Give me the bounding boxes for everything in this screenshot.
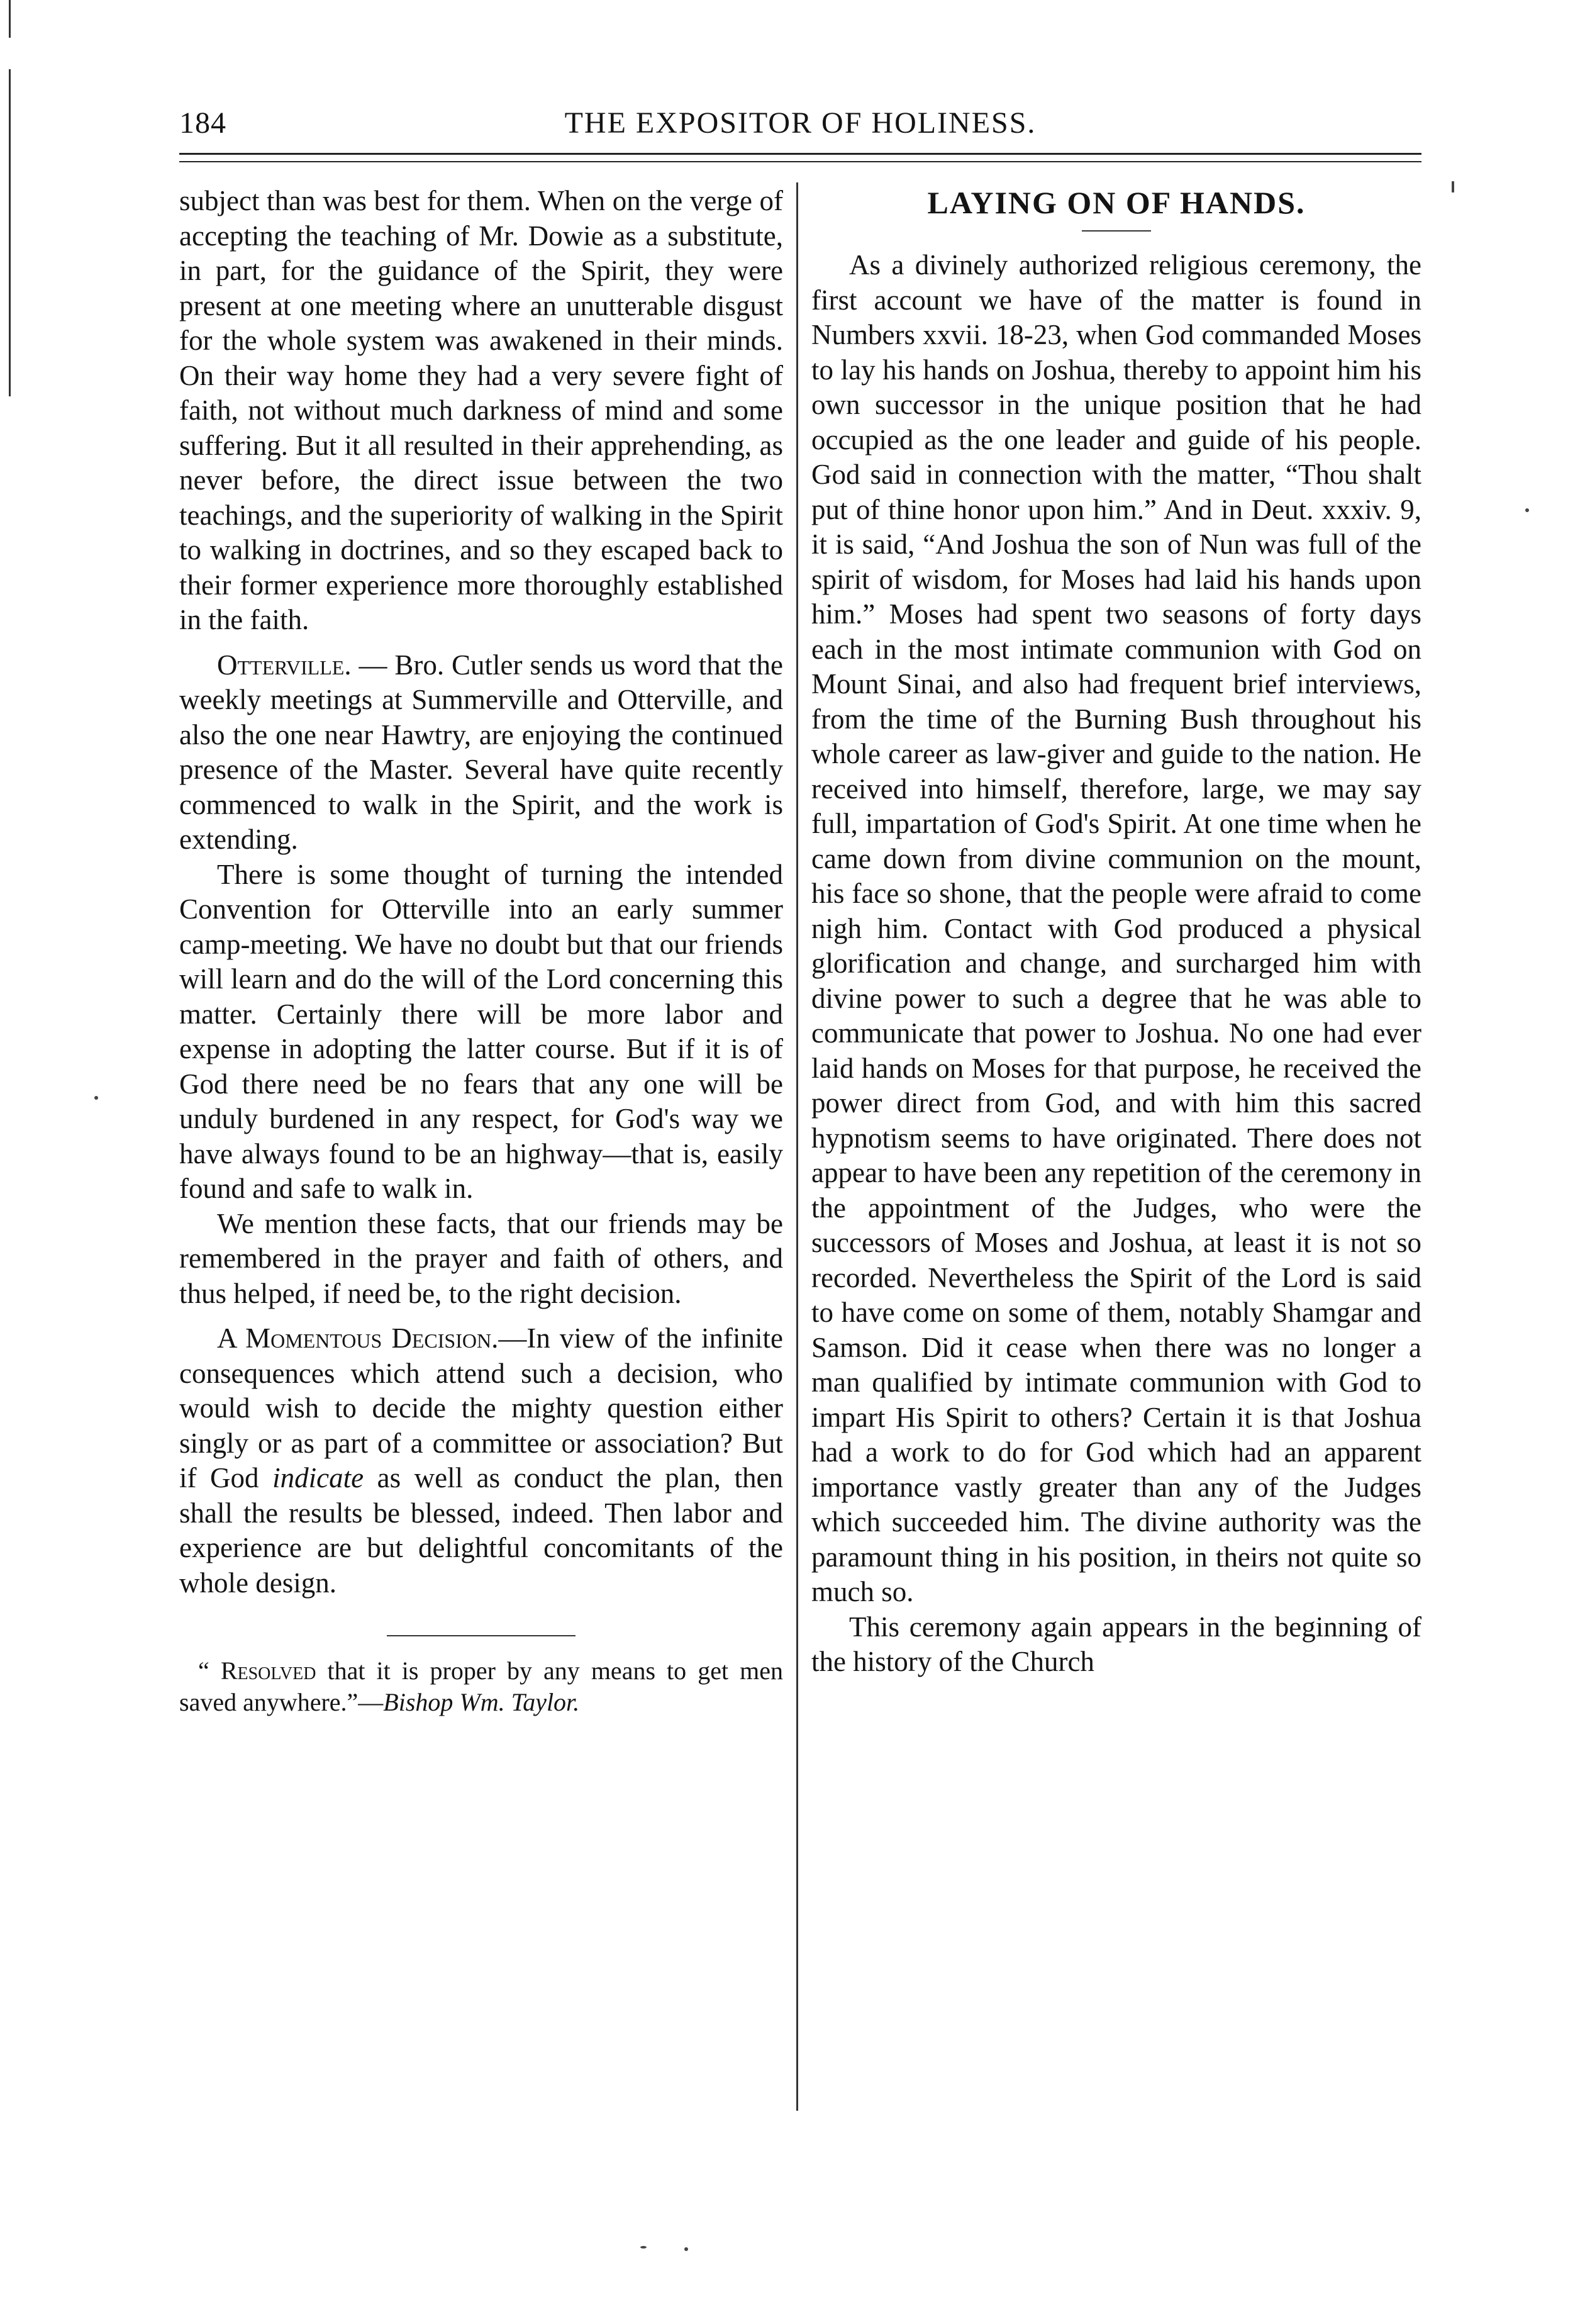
print-speck <box>1525 508 1529 512</box>
paragraph: subject than was best for them. When on the verge of accepting the teaching of Mr. Dowie as a substitute, in part, for the guidance of the Spirit, they were present at one meeting where an unutterable disgust for the whole system was awakened in their minds. On their way home they had a very severe fight of faith, not without much darkness of mind and some suffering. But it all resulted in their apprehending, as never before, the direct issue between the two teachings, and the superiority of walking in the Spirit to walking in doctrines, and so they escaped back to their former experience more thoroughly established in the faith. <box>179 185 783 635</box>
paragraph: We mention these facts, that our friends may be remembered in the prayer and faith of others, and thus helped, if need be, to the right decision. <box>179 1207 783 1309</box>
paragraph-text: as well as conduct the plan, then shall the results be blessed, indeed. Then labor and experience are but delightful concomitants of the whole design. <box>179 1462 783 1599</box>
margin-mark <box>9 0 11 38</box>
print-speck <box>1452 181 1454 193</box>
paragraph-otterville <box>179 648 783 858</box>
column-divider <box>796 182 798 2111</box>
separator-rule <box>387 1635 576 1636</box>
margin-mark <box>9 69 11 396</box>
running-title: THE EXPOSITOR OF HOLINESS. <box>564 106 1037 140</box>
paragraph-text: — Bro. Cutler sends us word that the weekly meetings at Summerville and Otterville, and also the one near Hawtry, are enjoying the continued presence of the Master. Several have quite recently commenced to walk in the Spirit, and the work is extending. <box>179 649 783 855</box>
header-rule <box>179 153 1421 155</box>
print-speck <box>684 2247 688 2251</box>
paragraph: As a divinely authorized religious ceremony, the first account we have of the matter is found in Numbers xxvii. 18-23, when God commanded Moses to lay his hands on Joshua, thereby to appoint him his own successor in the unique position that he had occupied as the one leader and guide of his people. God said in connection with the matter, “Thou shalt put of thine honor upon him.” And in Deut. xxxiv. 9, it is said, “And Joshua the son of Nun was full of the spirit of wisdom, for Moses had laid his hands upon him.” Moses had spent two seasons of forty days each in the most intimate communion with God on Mount Sinai, and also had frequent brief interviews, from the time of the Burning Bush throughout his whole career as law-giver and guide to the nation. He received into himself, therefore, large, we may say full, impartation of God's Spirit. At one time when he came down from divine communion on the mount, his face so shone, that the people were afraid to come nigh him. Contact with God produced a physical glorification and change, and surcharged him with divine power to such a degree that he was able to communicate that power to Joshua. No one had ever laid hands on Moses for that purpose, he received the power direct from God, and with him this sacred hypnotism seems to have originated. There does not appear to have been any repetition of the ceremony in the appointment of the Judges, who were the successors of Moses and Joshua, at least it is not so recorded. Nevertheless the Spirit of the Lord is said to have come on some of them, notably Shamgar and Samson. Did it cease when there was no longer a man qualified by intimate communion with God to impart His Spirit to others? Certain it is that Joshua had a work to do for God which had an apparent importance vastly greater than any of the Judges which succeeded him. The divine authority was the paramount thing in his position, in theirs not quite so much so. <box>811 249 1421 1607</box>
quote-open: “ <box>198 1656 221 1685</box>
right-column <box>811 184 1421 1680</box>
page-number: 184 <box>179 106 226 140</box>
quote-text: that it is proper by any means to get men saved anywhere.”— <box>179 1656 783 1716</box>
page-header <box>179 106 1421 150</box>
quote-footnote <box>179 1655 783 1718</box>
quote-author: Bishop Wm. Taylor. <box>383 1688 580 1716</box>
title-rule <box>1082 230 1151 232</box>
italic-word: indicate <box>272 1462 364 1494</box>
paragraph: There is some thought of turning the intended Convention for Otterville into an early summer camp-meeting. We have no doubt but that our friends will learn and do the will of the Lord concerning this matter. Certainly there will be more labor and expense in adopting the latter course. But if it is of God there need be no fears that any one will be unduly burdened in any respect, for God's way we have always found to be an highway—that is, easily found and safe to walk in. <box>179 858 783 1204</box>
article-title: LAYING ON OF HANDS. <box>927 185 1306 220</box>
left-column <box>179 184 783 1718</box>
print-speck <box>94 1096 98 1100</box>
paragraph-momentous-decision <box>179 1321 783 1601</box>
paragraph: This ceremony again appears in the beginning of the history of the Church <box>811 1611 1421 1677</box>
quote-lead: Resolved <box>220 1656 316 1685</box>
section-lead: Otterville. <box>217 649 352 681</box>
paragraph-text: —In view of the infinite consequences which attend such a decision, who would wish to decide the mighty question either singly or as part of a committee or association? But if God <box>179 1322 784 1494</box>
header-rule-secondary <box>179 161 1421 162</box>
section-lead: A Momentous Decision. <box>217 1322 499 1354</box>
print-speck <box>640 2246 647 2249</box>
